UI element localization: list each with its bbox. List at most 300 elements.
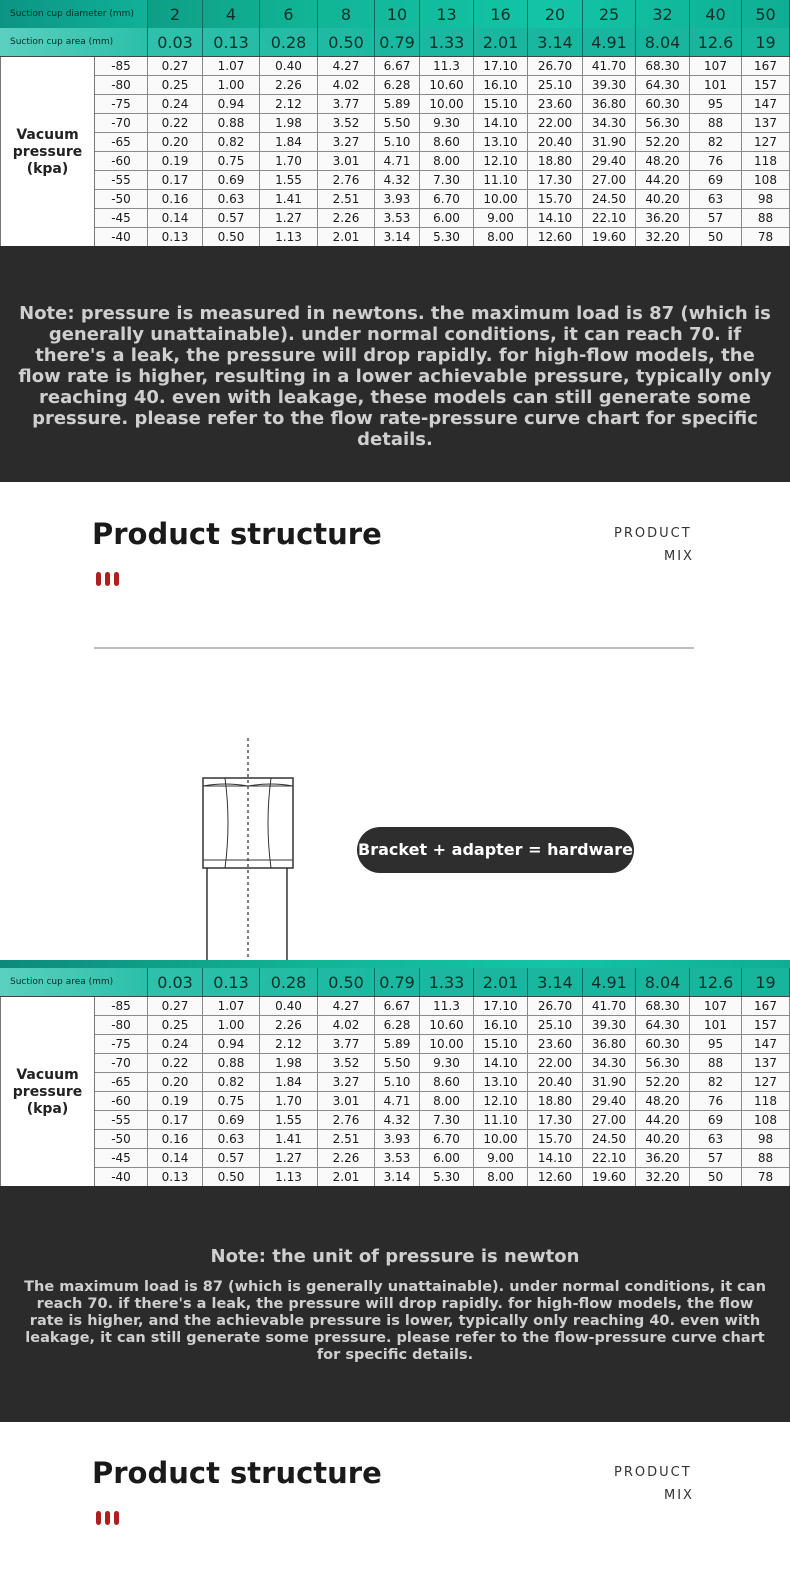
table1-force-cell: 6.28 xyxy=(375,76,420,94)
table1-pressure-cell: -75 xyxy=(95,95,148,113)
table2-force-cell: 36.20 xyxy=(636,1149,690,1167)
table1-force-cell: 12.10 xyxy=(474,152,528,170)
table1-force-cell: 44.20 xyxy=(636,171,690,189)
table2-force-cell: 10.00 xyxy=(474,1130,528,1148)
table2-force-cell: 0.25 xyxy=(148,1016,203,1034)
table1-force-cell: 1.00 xyxy=(203,76,260,94)
table2-force-cell: 1.98 xyxy=(260,1054,318,1072)
table1-pressure-cell: -80 xyxy=(95,76,148,94)
diameter-cell-7: 20 xyxy=(528,0,583,28)
table1-force-cell: 0.16 xyxy=(148,190,203,208)
table2-row xyxy=(95,1035,790,1054)
diameter-label: Suction cup diameter (mm) xyxy=(0,0,148,28)
section-subtitle-product-2: PRODUCT xyxy=(614,1465,692,1480)
table2-force-cell: 32.20 xyxy=(636,1168,690,1186)
pressure-table xyxy=(0,56,790,248)
table1-force-cell: 0.82 xyxy=(203,133,260,151)
diameter-cell-4: 10 xyxy=(375,0,420,28)
table2-force-cell: 56.30 xyxy=(636,1054,690,1072)
table1-force-cell: 3.93 xyxy=(375,190,420,208)
area-cell-0: 0.03 xyxy=(148,28,203,56)
table1-force-cell: 8.60 xyxy=(420,133,474,151)
table2-force-cell: 0.94 xyxy=(203,1035,260,1053)
diameter-cell-2: 6 xyxy=(260,0,318,28)
table2-force-cell: 9.30 xyxy=(420,1054,474,1072)
table2-force-cell: 8.00 xyxy=(420,1092,474,1110)
table1-force-cell: 2.26 xyxy=(318,209,375,227)
table2-force-cell: 2.26 xyxy=(260,1016,318,1034)
table2-force-cell: 4.32 xyxy=(375,1111,420,1129)
table1-pressure-cell: -40 xyxy=(95,228,148,246)
table1-row xyxy=(95,76,790,95)
table2-row xyxy=(95,1073,790,1092)
table1-force-cell: 5.50 xyxy=(375,114,420,132)
table1-force-cell: 78 xyxy=(742,228,790,246)
table2-row xyxy=(95,1111,790,1130)
table2-force-cell: 3.53 xyxy=(375,1149,420,1167)
table1-row xyxy=(95,209,790,228)
table2-force-cell: 29.40 xyxy=(583,1092,636,1110)
table1-force-cell: 14.10 xyxy=(528,209,583,227)
table2-force-cell: 88 xyxy=(742,1149,790,1167)
table1-row xyxy=(95,228,790,247)
table2-force-cell: 5.10 xyxy=(375,1073,420,1091)
table2-force-cell: 9.00 xyxy=(474,1149,528,1167)
table2-force-cell: 39.30 xyxy=(583,1016,636,1034)
table1-force-cell: 1.84 xyxy=(260,133,318,151)
table2-force-cell: 4.71 xyxy=(375,1092,420,1110)
table2-force-cell: 101 xyxy=(690,1016,742,1034)
table2-force-cell: 12.10 xyxy=(474,1092,528,1110)
table2-force-cell: 10.60 xyxy=(420,1016,474,1034)
table2-force-cell: 0.63 xyxy=(203,1130,260,1148)
table1-pressure-cell: -60 xyxy=(95,152,148,170)
table2-force-cell: 0.50 xyxy=(203,1168,260,1186)
table1-force-cell: 56.30 xyxy=(636,114,690,132)
table1-force-cell: 17.30 xyxy=(528,171,583,189)
diameter-cell-11: 50 xyxy=(742,0,790,28)
table1-force-cell: 0.94 xyxy=(203,95,260,113)
table2-force-cell: 82 xyxy=(690,1073,742,1091)
table1-force-cell: 29.40 xyxy=(583,152,636,170)
table2-force-cell: 0.69 xyxy=(203,1111,260,1129)
table1-force-cell: 52.20 xyxy=(636,133,690,151)
divider-line xyxy=(94,647,694,649)
table2-pressure-cell: -65 xyxy=(95,1073,148,1091)
pressure-table-2 xyxy=(0,996,790,1188)
table1-force-cell: 5.30 xyxy=(420,228,474,246)
area-cell-2: 0.28 xyxy=(260,28,318,56)
table1-force-cell: 7.30 xyxy=(420,171,474,189)
table2-force-cell: 137 xyxy=(742,1054,790,1072)
table1-force-cell: 60.30 xyxy=(636,95,690,113)
area-cell-2-11: 19 xyxy=(742,968,790,996)
section-subtitle-mix: MIX xyxy=(664,549,694,564)
table1-force-cell: 11.3 xyxy=(420,57,474,75)
table2-force-cell: 17.30 xyxy=(528,1111,583,1129)
table1-force-cell: 3.53 xyxy=(375,209,420,227)
area-cell-2-2: 0.28 xyxy=(260,968,318,996)
table1-force-cell: 6.67 xyxy=(375,57,420,75)
area-header-row xyxy=(0,28,790,56)
table1-force-cell: 27.00 xyxy=(583,171,636,189)
area-cell-11: 19 xyxy=(742,28,790,56)
table2-force-cell: 12.60 xyxy=(528,1168,583,1186)
table2-force-cell: 7.30 xyxy=(420,1111,474,1129)
table1-row xyxy=(95,190,790,209)
table1-force-cell: 13.10 xyxy=(474,133,528,151)
table2-force-cell: 0.22 xyxy=(148,1054,203,1072)
table1-force-cell: 3.77 xyxy=(318,95,375,113)
diameter-cell-0: 2 xyxy=(148,0,203,28)
table1-force-cell: 137 xyxy=(742,114,790,132)
table1-force-cell: 18.80 xyxy=(528,152,583,170)
area-cell-2-4: 0.79 xyxy=(375,968,420,996)
diameter-cell-1: 4 xyxy=(203,0,260,28)
note-text-2: The maximum load is 87 (which is generally unattainable). under normal conditions, it can reach 70. if there's a leak, the pressure will drop rapidly. for high-flow models, the flow rate is higher, and the achievable pressure is lower, typically only reaching 40. even with leakage, it can still generate some pressure. please refer to the flow-pressure curve chart for specific details. xyxy=(24,1279,766,1363)
table2-force-cell: 76 xyxy=(690,1092,742,1110)
diameter-cell-6: 16 xyxy=(474,0,528,28)
table2-force-cell: 52.20 xyxy=(636,1073,690,1091)
table2-row xyxy=(95,1016,790,1035)
table1-force-cell: 8.00 xyxy=(420,152,474,170)
table2-force-cell: 1.41 xyxy=(260,1130,318,1148)
area-cell-2-3: 0.50 xyxy=(318,968,375,996)
table1-force-cell: 2.12 xyxy=(260,95,318,113)
vacuum-pressure-label-2: Vacuum pressure (kpa) xyxy=(0,997,95,1187)
area-cell-2-9: 8.04 xyxy=(636,968,690,996)
area-cell-2-0: 0.03 xyxy=(148,968,203,996)
table2-force-cell: 1.00 xyxy=(203,1016,260,1034)
table2-force-cell: 0.13 xyxy=(148,1168,203,1186)
table2-force-cell: 118 xyxy=(742,1092,790,1110)
table1-force-cell: 1.27 xyxy=(260,209,318,227)
area-label-2: Suction cup area (mm) xyxy=(0,968,148,996)
table1-force-cell: 167 xyxy=(742,57,790,75)
table1-force-cell: 3.27 xyxy=(318,133,375,151)
table1-pressure-cell: -85 xyxy=(95,57,148,75)
table2-force-cell: 40.20 xyxy=(636,1130,690,1148)
table2-force-cell: 18.80 xyxy=(528,1092,583,1110)
red-dots-decoration xyxy=(96,571,123,590)
table2-force-cell: 0.24 xyxy=(148,1035,203,1053)
table1-row xyxy=(95,114,790,133)
table1-force-cell: 2.51 xyxy=(318,190,375,208)
table2-pressure-cell: -40 xyxy=(95,1168,148,1186)
table1-force-cell: 107 xyxy=(690,57,742,75)
table2-force-cell: 0.75 xyxy=(203,1092,260,1110)
table2-force-cell: 27.00 xyxy=(583,1111,636,1129)
table1-row xyxy=(95,133,790,152)
table1-force-cell: 3.52 xyxy=(318,114,375,132)
table1-force-cell: 0.40 xyxy=(260,57,318,75)
table2-force-cell: 1.55 xyxy=(260,1111,318,1129)
table2-force-cell: 95 xyxy=(690,1035,742,1053)
table2-force-cell: 23.60 xyxy=(528,1035,583,1053)
table1-force-cell: 0.88 xyxy=(203,114,260,132)
table2-pressure-cell: -80 xyxy=(95,1016,148,1034)
diameter-cell-3: 8 xyxy=(318,0,375,28)
table1-force-cell: 5.89 xyxy=(375,95,420,113)
table2-force-cell: 50 xyxy=(690,1168,742,1186)
table2-force-cell: 4.27 xyxy=(318,997,375,1015)
table2-force-cell: 68.30 xyxy=(636,997,690,1015)
table2-force-cell: 6.67 xyxy=(375,997,420,1015)
note-text-1: Note: pressure is measured in newtons. the maximum load is 87 (which is generally unattainable). under normal conditions, it can reach 70. if there's a leak, the pressure will drop rapidly. for high-flow models, the flow rate is higher, resulting in a lower achievable pressure, typically only reaching 40. even with leakage, these models can still generate some pressure. please refer to the flow rate-pressure curve chart for specific details. xyxy=(18,303,772,450)
table2-force-cell: 3.14 xyxy=(375,1168,420,1186)
table1-force-cell: 0.14 xyxy=(148,209,203,227)
area-cell-2-10: 12.6 xyxy=(690,968,742,996)
diameter-header-row xyxy=(0,0,790,28)
table1-force-cell: 50 xyxy=(690,228,742,246)
table1-force-cell: 32.20 xyxy=(636,228,690,246)
table1-force-cell: 11.10 xyxy=(474,171,528,189)
table2-force-cell: 64.30 xyxy=(636,1016,690,1034)
table2-force-cell: 4.02 xyxy=(318,1016,375,1034)
table1-pressure-cell: -55 xyxy=(95,171,148,189)
table1-force-cell: 1.55 xyxy=(260,171,318,189)
table1-force-cell: 95 xyxy=(690,95,742,113)
table2-pressure-cell: -45 xyxy=(95,1149,148,1167)
table2-force-cell: 11.10 xyxy=(474,1111,528,1129)
table1-force-cell: 41.70 xyxy=(583,57,636,75)
table2-force-cell: 10.00 xyxy=(420,1035,474,1053)
table1-force-cell: 0.13 xyxy=(148,228,203,246)
table1-force-cell: 1.98 xyxy=(260,114,318,132)
table2-force-cell: 5.50 xyxy=(375,1054,420,1072)
table1-row xyxy=(95,95,790,114)
section-subtitle-product: PRODUCT xyxy=(614,526,692,541)
table2-force-cell: 147 xyxy=(742,1035,790,1053)
table2-force-cell: 15.70 xyxy=(528,1130,583,1148)
table2-force-cell: 0.27 xyxy=(148,997,203,1015)
table2-force-cell: 0.20 xyxy=(148,1073,203,1091)
table1-force-cell: 108 xyxy=(742,171,790,189)
hardware-pill-label: Bracket + adapter = hardware xyxy=(357,827,634,873)
table1-force-cell: 4.32 xyxy=(375,171,420,189)
table1-force-cell: 39.30 xyxy=(583,76,636,94)
table2-force-cell: 22.10 xyxy=(583,1149,636,1167)
table2-force-cell: 3.93 xyxy=(375,1130,420,1148)
table1-force-cell: 0.27 xyxy=(148,57,203,75)
area-cell-8: 4.91 xyxy=(583,28,636,56)
table1-force-cell: 8.00 xyxy=(474,228,528,246)
table2-force-cell: 0.16 xyxy=(148,1130,203,1148)
table2-force-cell: 1.07 xyxy=(203,997,260,1015)
table1-force-cell: 1.07 xyxy=(203,57,260,75)
table1-force-cell: 2.76 xyxy=(318,171,375,189)
table1-row xyxy=(95,171,790,190)
table1-force-cell: 147 xyxy=(742,95,790,113)
table2-force-cell: 2.01 xyxy=(318,1168,375,1186)
table2-force-cell: 78 xyxy=(742,1168,790,1186)
table2-force-cell: 19.60 xyxy=(583,1168,636,1186)
table1-force-cell: 48.20 xyxy=(636,152,690,170)
table2-force-cell: 1.13 xyxy=(260,1168,318,1186)
table2-force-cell: 5.30 xyxy=(420,1168,474,1186)
area-cell-6: 2.01 xyxy=(474,28,528,56)
table1-force-cell: 4.71 xyxy=(375,152,420,170)
note-panel-2 xyxy=(0,1186,790,1422)
table2-force-cell: 3.52 xyxy=(318,1054,375,1072)
table1-pressure-cell: -50 xyxy=(95,190,148,208)
table1-force-cell: 26.70 xyxy=(528,57,583,75)
table1-force-cell: 1.70 xyxy=(260,152,318,170)
table1-force-cell: 10.00 xyxy=(420,95,474,113)
table2-force-cell: 0.82 xyxy=(203,1073,260,1091)
table2-force-cell: 0.57 xyxy=(203,1149,260,1167)
table1-force-cell: 88 xyxy=(742,209,790,227)
table2-row xyxy=(95,1168,790,1187)
area-cell-2-5: 1.33 xyxy=(420,968,474,996)
area-cell-2-7: 3.14 xyxy=(528,968,583,996)
area-cell-7: 3.14 xyxy=(528,28,583,56)
table1-force-cell: 5.10 xyxy=(375,133,420,151)
table1-force-cell: 1.41 xyxy=(260,190,318,208)
table2-row xyxy=(95,1092,790,1111)
table1-pressure-cell: -70 xyxy=(95,114,148,132)
table1-force-cell: 9.00 xyxy=(474,209,528,227)
table2-force-cell: 48.20 xyxy=(636,1092,690,1110)
area-cell-10: 12.6 xyxy=(690,28,742,56)
table2-force-cell: 17.10 xyxy=(474,997,528,1015)
table2-force-cell: 13.10 xyxy=(474,1073,528,1091)
table1-pressure-cell: -65 xyxy=(95,133,148,151)
table2-pressure-cell: -75 xyxy=(95,1035,148,1053)
table2-pressure-cell: -50 xyxy=(95,1130,148,1148)
table1-force-cell: 19.60 xyxy=(583,228,636,246)
table2-force-cell: 63 xyxy=(690,1130,742,1148)
table2-force-cell: 3.77 xyxy=(318,1035,375,1053)
table1-force-cell: 0.20 xyxy=(148,133,203,151)
table2-force-cell: 14.10 xyxy=(528,1149,583,1167)
table1-row xyxy=(95,57,790,76)
table1-force-cell: 0.22 xyxy=(148,114,203,132)
area-cell-5: 1.33 xyxy=(420,28,474,56)
table1-force-cell: 0.25 xyxy=(148,76,203,94)
table2-force-cell: 15.10 xyxy=(474,1035,528,1053)
table1-force-cell: 17.10 xyxy=(474,57,528,75)
table1-force-cell: 0.17 xyxy=(148,171,203,189)
table1-force-cell: 15.10 xyxy=(474,95,528,113)
table2-force-cell: 167 xyxy=(742,997,790,1015)
table2-pressure-cell: -60 xyxy=(95,1092,148,1110)
table1-force-cell: 157 xyxy=(742,76,790,94)
table1-force-cell: 6.00 xyxy=(420,209,474,227)
table2-force-cell: 26.70 xyxy=(528,997,583,1015)
area-header-row-2 xyxy=(0,968,790,996)
table2-force-cell: 14.10 xyxy=(474,1054,528,1072)
table2-force-cell: 16.10 xyxy=(474,1016,528,1034)
table1-force-cell: 31.90 xyxy=(583,133,636,151)
table2-force-cell: 11.3 xyxy=(420,997,474,1015)
table1-force-cell: 10.00 xyxy=(474,190,528,208)
table2-pressure-cell: -55 xyxy=(95,1111,148,1129)
table2-force-cell: 8.00 xyxy=(474,1168,528,1186)
hex-adapter-drawing xyxy=(195,738,305,960)
table1-force-cell: 23.60 xyxy=(528,95,583,113)
table2-force-cell: 0.17 xyxy=(148,1111,203,1129)
table2-row xyxy=(95,997,790,1016)
table2-force-cell: 3.27 xyxy=(318,1073,375,1091)
diameter-cell-10: 40 xyxy=(690,0,742,28)
table2-force-cell: 0.19 xyxy=(148,1092,203,1110)
table2-force-cell: 108 xyxy=(742,1111,790,1129)
table2-force-cell: 36.80 xyxy=(583,1035,636,1053)
table1-force-cell: 57 xyxy=(690,209,742,227)
table2-force-cell: 0.14 xyxy=(148,1149,203,1167)
table1-force-cell: 9.30 xyxy=(420,114,474,132)
table1-row xyxy=(95,152,790,171)
table1-force-cell: 40.20 xyxy=(636,190,690,208)
diameter-cell-8: 25 xyxy=(583,0,636,28)
diameter-cell-9: 32 xyxy=(636,0,690,28)
area-cell-2-1: 0.13 xyxy=(203,968,260,996)
table2-force-cell: 98 xyxy=(742,1130,790,1148)
table1-pressure-cell: -45 xyxy=(95,209,148,227)
table2-force-cell: 6.70 xyxy=(420,1130,474,1148)
table1-force-cell: 76 xyxy=(690,152,742,170)
table1-force-cell: 20.40 xyxy=(528,133,583,151)
table1-force-cell: 82 xyxy=(690,133,742,151)
vacuum-pressure-label: Vacuum pressure (kpa) xyxy=(0,57,95,247)
table2-force-cell: 2.51 xyxy=(318,1130,375,1148)
table2-pressure-cell: -85 xyxy=(95,997,148,1015)
table1-force-cell: 68.30 xyxy=(636,57,690,75)
table2-force-cell: 2.26 xyxy=(318,1149,375,1167)
table2-force-cell: 6.28 xyxy=(375,1016,420,1034)
table1-force-cell: 0.19 xyxy=(148,152,203,170)
table2-force-cell: 22.00 xyxy=(528,1054,583,1072)
table2-force-cell: 0.88 xyxy=(203,1054,260,1072)
table2-force-cell: 88 xyxy=(690,1054,742,1072)
table1-force-cell: 24.50 xyxy=(583,190,636,208)
area-label: Suction cup area (mm) xyxy=(0,28,148,56)
area-cell-9: 8.04 xyxy=(636,28,690,56)
table1-force-cell: 6.70 xyxy=(420,190,474,208)
table1-force-cell: 3.01 xyxy=(318,152,375,170)
table1-force-cell: 25.10 xyxy=(528,76,583,94)
area-cell-1: 0.13 xyxy=(203,28,260,56)
table2-force-cell: 6.00 xyxy=(420,1149,474,1167)
area-cell-2-6: 2.01 xyxy=(474,968,528,996)
table2-force-cell: 107 xyxy=(690,997,742,1015)
table2-force-cell: 8.60 xyxy=(420,1073,474,1091)
table2-force-cell: 60.30 xyxy=(636,1035,690,1053)
table2-force-cell: 57 xyxy=(690,1149,742,1167)
table1-force-cell: 118 xyxy=(742,152,790,170)
table1-force-cell: 101 xyxy=(690,76,742,94)
note-panel-1 xyxy=(0,246,790,482)
area-cell-4: 0.79 xyxy=(375,28,420,56)
table1-force-cell: 34.30 xyxy=(583,114,636,132)
table1-force-cell: 0.63 xyxy=(203,190,260,208)
table1-force-cell: 127 xyxy=(742,133,790,151)
table1-force-cell: 12.60 xyxy=(528,228,583,246)
table2-force-cell: 127 xyxy=(742,1073,790,1091)
table2-force-cell: 1.70 xyxy=(260,1092,318,1110)
table1-force-cell: 2.01 xyxy=(318,228,375,246)
section-subtitle-mix-2: MIX xyxy=(664,1488,694,1503)
diameter-cell-5: 13 xyxy=(420,0,474,28)
table2-force-cell: 44.20 xyxy=(636,1111,690,1129)
red-dots-decoration-2 xyxy=(96,1510,123,1529)
table1-force-cell: 1.13 xyxy=(260,228,318,246)
table2-force-cell: 20.40 xyxy=(528,1073,583,1091)
table2-pressure-cell: -70 xyxy=(95,1054,148,1072)
table1-force-cell: 63 xyxy=(690,190,742,208)
table2-force-cell: 1.27 xyxy=(260,1149,318,1167)
